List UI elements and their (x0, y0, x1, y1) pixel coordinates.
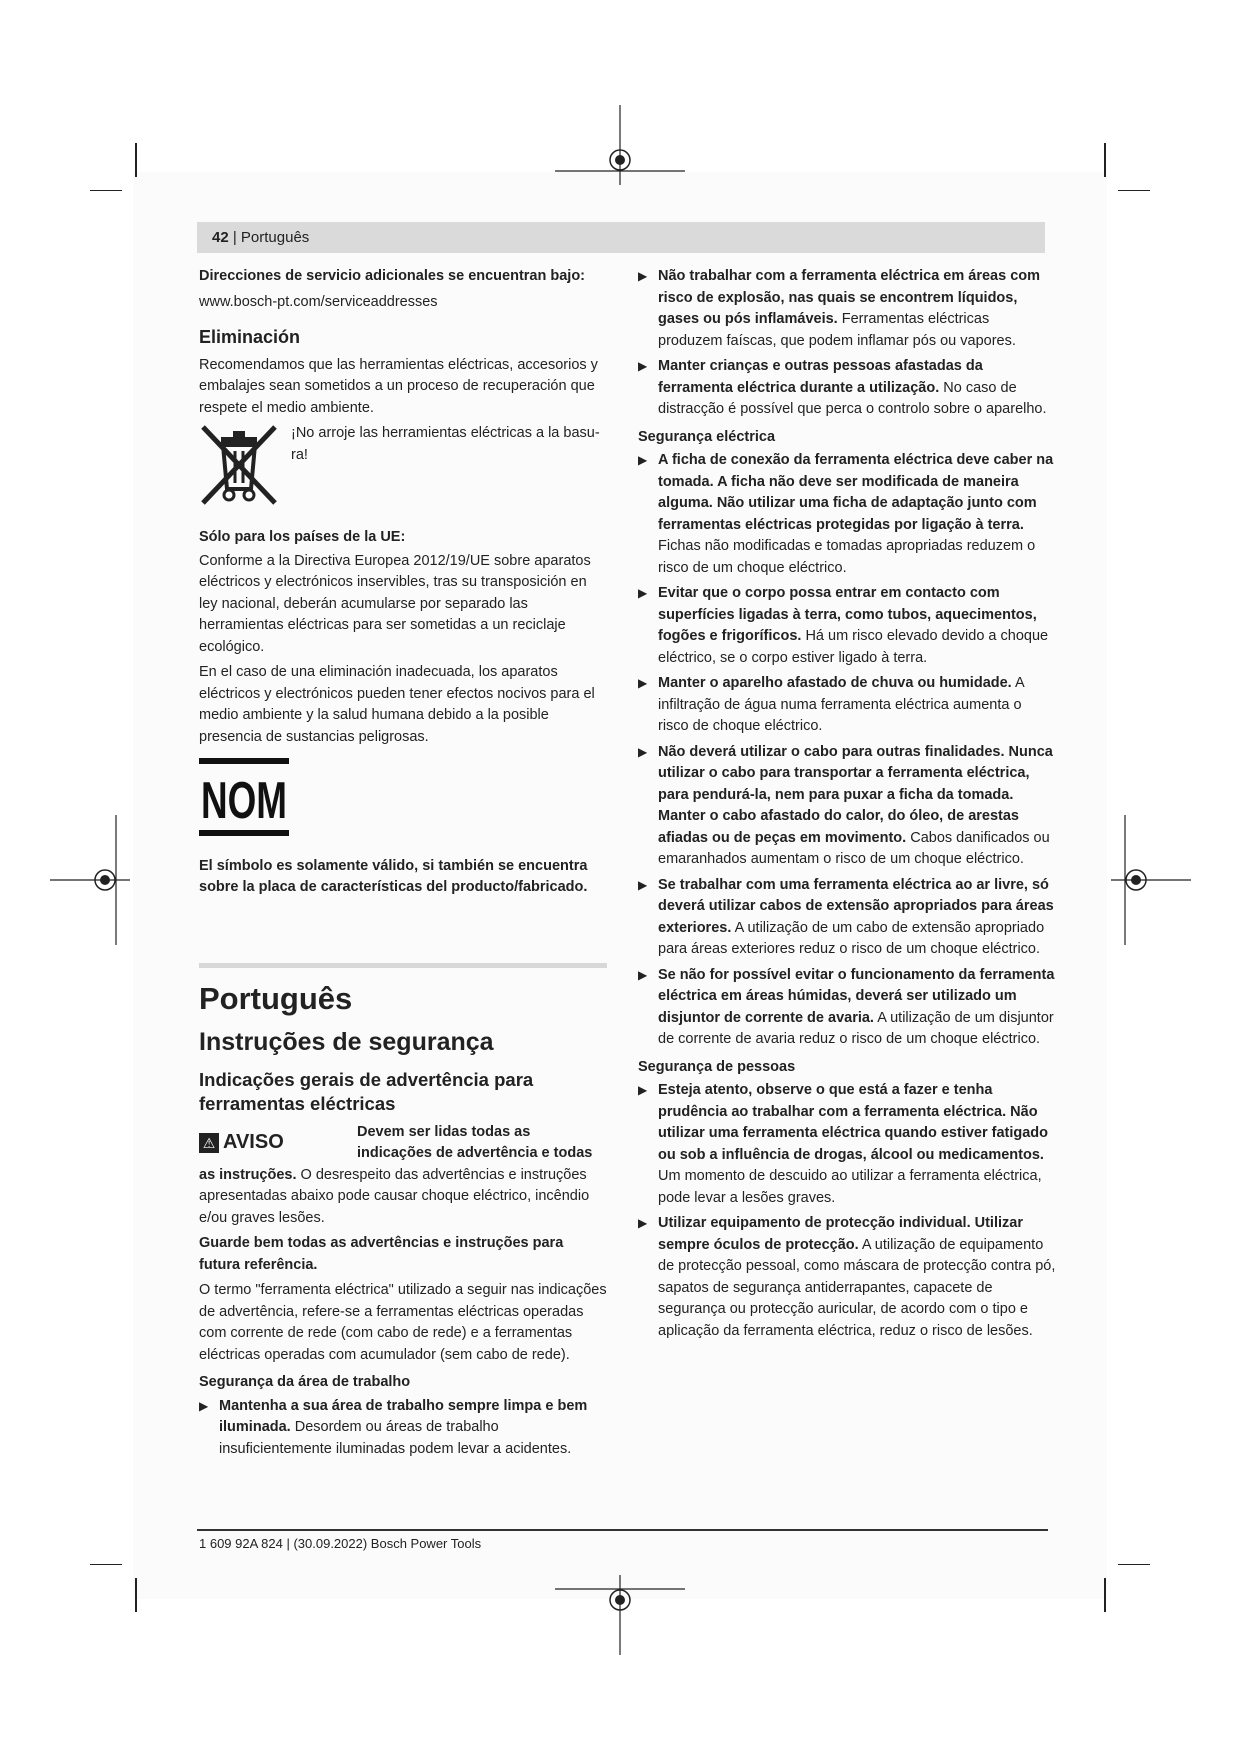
bullet-bold: Esteja atento, observe o que está a fazer e tenha prudência ao trabalhar com a ferramenta eléctrica. Não utilizar uma ferramenta eléctrica quando estiver fatigado ou sob a influência de drogas, álcool ou medicamentos. (658, 1082, 1049, 1163)
crop-mark-top-left-h (90, 190, 122, 191)
aviso-bold-2: as instruções. (199, 1166, 297, 1183)
bullet-bold: Manter crianças e outras pessoas afastadas da ferramenta eléctrica durante a utilização. (658, 358, 983, 396)
bullet-item (638, 583, 1056, 669)
footer-rule (197, 1529, 1048, 1531)
portuguese-title: Português (199, 980, 353, 1016)
weee-text: ¡No arroje las herramientas eléctricas a la basu-ra! (291, 425, 600, 463)
aviso-bold-1: Devem ser lidas todas as indicações de advertência e todas (357, 1123, 593, 1161)
elimination-text: Recomendamos que las herramientas eléctricas, accesorios y embalajes sean sometidos a un proceso de recuperación que respete el medio ambiente. (199, 356, 598, 416)
bullet-text: Fichas não modificadas e tomadas apropriadas reduzem o risco de um choque eléctrico. (658, 538, 1036, 576)
section-divider (199, 963, 607, 968)
bullet-bold: Manter o aparelho afastado de chuva ou humidade. (658, 675, 1012, 691)
crop-mark-bottom-right-h (1118, 1564, 1150, 1565)
bullet-arrow-icon: ▶ (638, 676, 648, 690)
crop-mark-bottom-right-v (1104, 1578, 1106, 1612)
registration-mark-top (555, 105, 685, 185)
aviso-label: AVISO (223, 1131, 284, 1154)
nom-text: El símbolo es solamente válido, si también se encuentra sobre la placa de características del producto/fabricado. (199, 857, 588, 895)
bullet-item (638, 673, 1056, 738)
bullet-bold: Utilizar equipamento de protecção individual. Utilizar sempre óculos de protecção. (658, 1215, 1023, 1253)
bullet-text: No caso de distracção é possível que perca o controlo sobre o aparelho. (658, 379, 1047, 417)
people-safety-heading: Segurança de pessoas (638, 1058, 796, 1075)
bullet-bold: Se não for possível evitar o funcionamento da ferramenta eléctrica em áreas húmidas, deverá ser utilizado um disjuntor de corrente de avaria. (658, 966, 1055, 1026)
bullet-arrow-icon: ▶ (638, 453, 648, 467)
footer-text: 1 609 92A 824 | (30.09.2022) Bosch Power Tools (199, 1536, 482, 1551)
aviso-text: O desrespeito das advertências e instruções apresentadas abaixo pode causar choque eléctrico, incêndio e/ou graves lesões. (199, 1166, 590, 1226)
bullet-item (638, 356, 1056, 421)
bullet-bold: Evitar que o corpo possa entrar em contacto com superfícies ligadas à terra, como tubos, aquecimentos, fogões e frigoríficos. (658, 585, 1037, 644)
right-column (638, 266, 1056, 1346)
bullet-bold: Não trabalhar com a ferramenta eléctrica em áreas com risco de explosão, nas quais se encontrem líquidos, gases ou pós inflamáveis. (658, 268, 1041, 327)
bullet-arrow-icon: ▶ (638, 877, 648, 892)
electric-safety-heading: Segurança eléctrica (638, 428, 776, 445)
warning-icon: ⚠ (199, 1133, 219, 1153)
keep-text: Guarde bem todas as advertências e instruções para futura referência. (199, 1235, 564, 1273)
term-text: O termo "ferramenta eléctrica" utilizado a seguir nas indicações de advertência, refere-se a ferramentas eléctricas operadas com corrente de rede (com cabo de rede) e a ferramentas eléctricas operadas com acumulador (sem cabo de rede). (199, 1282, 607, 1363)
nom-logo-graphic (199, 758, 289, 836)
bullet-item (638, 266, 1056, 352)
work-area-heading: Segurança da área de trabalho (199, 1374, 411, 1390)
aviso-paragraph (199, 1165, 607, 1230)
eu-text-1: Conforme a la Directiva Europea 2012/19/UE sobre aparatos eléctricos y electrónicos inservibles, tras su transposición en ley nacional, deberán acumularse por separado las herramientas eléctricas para ser sometidas a un reciclaje ecológico. (199, 552, 591, 655)
bullet-text: Um momento de descuido ao utilizar a ferramenta eléctrica, pode levar a lesões graves. (658, 1168, 1042, 1206)
bullet-text: Há um risco elevado devido a choque eléctrico, se o corpo estiver ligado à terra. (658, 628, 1049, 666)
service-label: Direcciones de servicio adicionales se encuentran bajo: (199, 268, 586, 284)
page-header: 42 | Português (212, 229, 310, 246)
bullet-text: A infiltração de água numa ferramenta eléctrica aumenta o risco de choque eléctrico. (658, 675, 1024, 734)
header-section: Português (240, 229, 310, 246)
crop-mark-top-right-v (1104, 143, 1106, 177)
bullet-text: Desordem ou áreas de trabalho insuficientemente iluminadas podem levar a acidentes. (219, 1419, 572, 1457)
bullet-arrow-icon: ▶ (638, 744, 648, 759)
registration-mark-right (1111, 815, 1191, 945)
bullet-item (638, 1080, 1056, 1209)
bullet-item (638, 1213, 1056, 1342)
crop-mark-top-right-h (1118, 190, 1150, 191)
crop-mark-bottom-left-h (90, 1564, 122, 1565)
bullet-item (638, 965, 1056, 1051)
left-column (199, 266, 607, 1464)
bullet-bold: Não deverá utilizar o cabo para outras finalidades. Nunca utilizar o cabo para transportar a ferramenta eléctrica, para pendurá-la, nem para puxar a ficha da tomada. Manter o cabo afastado do calor, do óleo, de arestas afiadas ou de peças em movimento. (658, 743, 1053, 846)
eu-heading: Sólo para los países de la UE: (199, 529, 406, 545)
bullet-arrow-icon: ▶ (638, 586, 648, 600)
nom-logo (199, 758, 607, 844)
bullet-item (638, 875, 1056, 961)
nom-logo-text: NOM (201, 772, 287, 830)
service-url: www.bosch-pt.com/serviceaddresses (199, 293, 438, 310)
bullet-arrow-icon: ▶ (638, 269, 648, 283)
bullet-item (638, 742, 1056, 871)
aviso-row (199, 1122, 607, 1165)
registration-mark-bottom (555, 1575, 685, 1655)
bullet-text: A utilização de um disjuntor de corrente de avaria reduz o risco de um choque eléctrico. (658, 1009, 1054, 1047)
weee-block (199, 423, 607, 507)
bullet-text: A utilização de equipamento de protecção pessoal, como máscara de protecção contra pó, sapatos de segurança antiderrapantes, capacete de segurança ou protecção auricular, de acordo com o tipo e aplicação da ferramenta eléctrica, reduz o risco de lesões. (658, 1236, 1056, 1339)
general-warnings-title: Indicações gerais de advertência para ferramentas eléctricas (199, 1068, 534, 1114)
bullet-item (638, 450, 1056, 579)
bullet-arrow-icon: ▶ (638, 359, 648, 373)
bullet-text: Cabos danificados ou emaranhados aumentam o risco de um choque eléctrico. (658, 829, 1050, 867)
header-bar (197, 222, 1045, 253)
bullet-arrow-icon: ▶ (638, 1216, 648, 1230)
aviso-badge (199, 1122, 357, 1165)
safety-title: Instruções de segurança (199, 1027, 494, 1056)
bullet-text: Ferramentas eléctricas produzem faíscas, que podem inflamar pós ou vapores. (658, 311, 1016, 349)
elimination-heading: Eliminación (199, 327, 301, 347)
bullet-bold: Mantenha a sua área de trabalho sempre limpa e bem iluminada. (219, 1397, 588, 1435)
bullet-bold: Se trabalhar com uma ferramenta eléctrica ao ar livre, só deverá utilizar cabos de extensão apropriados para áreas exteriores. (658, 876, 1054, 936)
registration-mark-left (50, 815, 130, 945)
eu-text-2: En el caso de una eliminación inadecuada, los aparatos eléctricos y electrónicos pueden tener efectos nocivos para el medio ambiente y la salud humana debido a la posible presencia de sustancias peligrosas. (199, 664, 595, 745)
crop-mark-bottom-left-v (135, 1578, 137, 1612)
bullet-bold: A ficha de conexão da ferramenta eléctrica deve caber na tomada. A ficha não deve ser modificada de maneira alguma. Não utilizar uma ficha de adaptação junto com ferramentas eléctricas protegidas por ligação à terra. (658, 452, 1054, 533)
bullet-item (199, 1396, 607, 1461)
bullet-arrow-icon: ▶ (638, 967, 648, 982)
bullet-arrow-icon: ▶ (638, 1083, 648, 1097)
bullet-text: A utilização de um cabo de extensão apropriado para áreas exteriores reduz o risco de um choque eléctrico. (658, 919, 1045, 957)
bullet-arrow-icon: ▶ (199, 1398, 209, 1413)
weee-crossed-bin-icon (199, 423, 279, 507)
crop-mark-top-left-v (135, 143, 137, 177)
page-number: 42 (212, 229, 229, 246)
